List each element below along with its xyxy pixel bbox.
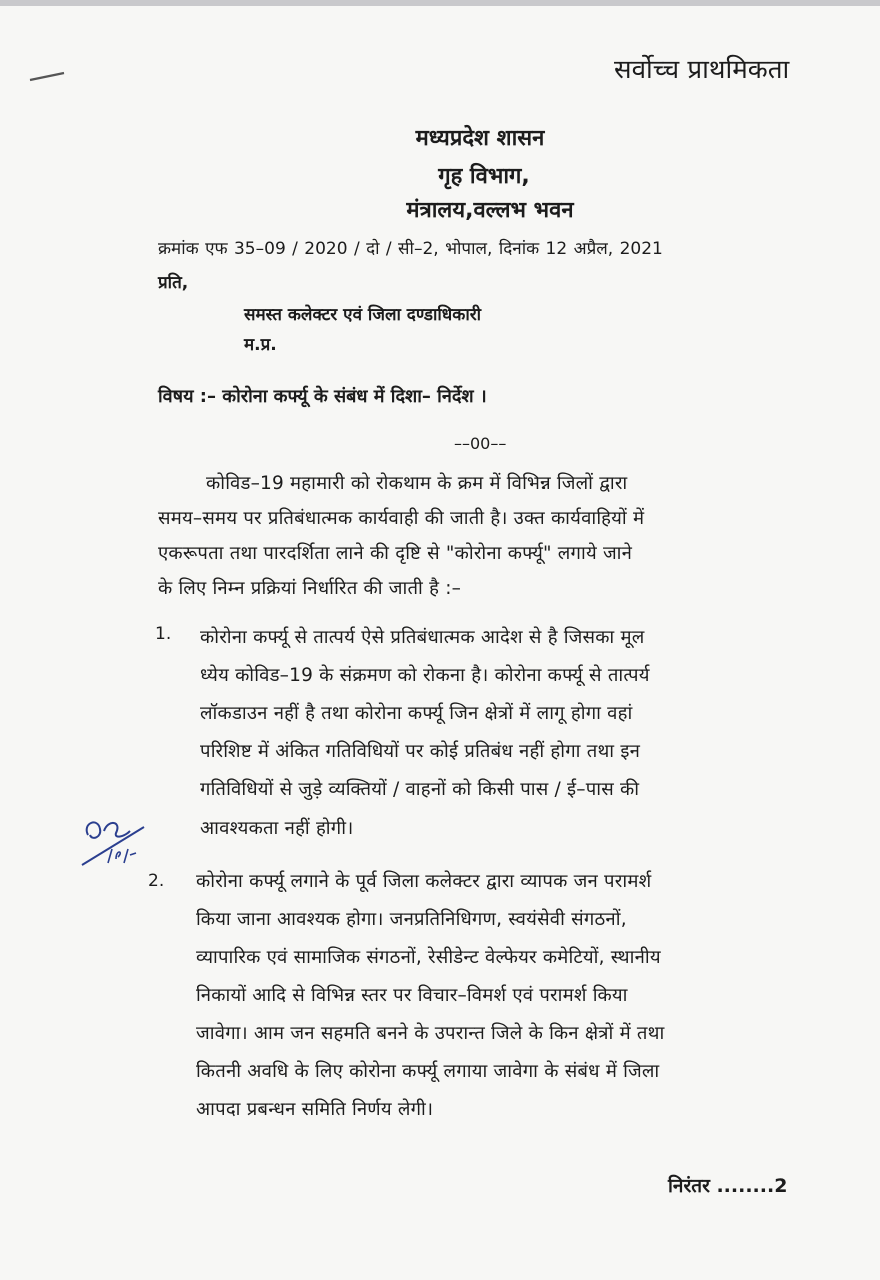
point-line: परिशिष्ट में अंकित गतिविधियों पर कोई प्रतिबंध नहीं होगा तथा इन — [200, 741, 641, 762]
point-line: कोरोना कर्फ्यू से तात्पर्य ऐसे प्रतिबंधात्मक आदेश से है जिसका मूल — [200, 627, 645, 648]
header-department: गृह विभाग, — [438, 164, 530, 189]
intro-line: एकरूपता तथा पारदर्शिता लाने की दृष्टि से "कोरोना कर्फ्यू" लगाये जाने — [158, 543, 633, 564]
continued-label: निरंतर ........2 — [668, 1175, 788, 1197]
point-line: आपदा प्रबन्धन समिति निर्णय लेगी। — [196, 1099, 434, 1120]
point-line: कितनी अवधि के लिए कोरोना कर्फ्यू लगाया जावेगा के संबंध में जिला — [196, 1061, 660, 1082]
pen-mark — [28, 70, 68, 84]
point-number: 2. — [148, 871, 165, 891]
header-government: मध्यप्रदेश शासन — [415, 126, 545, 151]
point-line: जावेगा। आम जन सहमति बनने के उपरान्त जिले के किन क्षेत्रों में तथा — [196, 1023, 665, 1044]
separator: ––00–– — [454, 434, 507, 453]
point-line: निकायों आदि से विभिन्न स्तर पर विचार–विमर्श एवं परामर्श किया — [196, 985, 628, 1006]
point-line: आवश्यकता नहीं होगी। — [200, 818, 354, 839]
point-line: व्यापारिक एवं सामाजिक संगठनों, रेसीडेन्ट वेल्फेयर कमेटियों, स्थानीय — [196, 947, 661, 968]
point-line: लॉकडाउन नहीं है तथा कोरोना कर्फ्यू जिन क्षेत्रों में लागू होगा वहां — [200, 703, 633, 724]
header-office: मंत्रालय,वल्लभ भवन — [406, 198, 574, 223]
recipient-line-1: समस्त कलेक्टर एवं जिला दण्डाधिकारी — [244, 305, 482, 325]
recipient-line-2: म.प्र. — [244, 335, 277, 355]
intro-line: समय–समय पर प्रतिबंधात्मक कार्यवाही की जाती है। उक्त कार्यवाहियों में — [158, 508, 645, 529]
subject-line: विषय :– कोरोना कर्फ्यू के संबंध में दिशा– निर्देश । — [158, 386, 487, 407]
point-line: ध्येय कोविड–19 के संक्रमण को रोकना है। कोरोना कर्फ्यू से तात्पर्य — [200, 665, 650, 686]
intro-line: कोविड–19 महामारी को रोकथाम के क्रम में विभिन्न जिलों द्वारा — [206, 473, 628, 494]
intro-line: के लिए निम्न प्रक्रियां निर्धारित की जाती है :– — [158, 578, 462, 599]
point-number: 1. — [155, 624, 172, 644]
reference-line: क्रमांक एफ 35–09 / 2020 / दो / सी–2, भोपाल, दिनांक 12 अप्रैल, 2021 — [158, 239, 663, 259]
priority-label: सर्वोच्च प्राथमिकता — [614, 55, 790, 85]
point-line: कोरोना कर्फ्यू लगाने के पूर्व जिला कलेक्टर द्वारा व्यापक जन परामर्श — [196, 871, 652, 892]
scan-top-edge — [0, 0, 880, 6]
point-line: गतिविधियों से जुड़े व्यक्तियों / वाहनों को किसी पास / ई–पास की — [200, 779, 640, 800]
to-prefix: प्रति, — [158, 273, 189, 293]
point-line: किया जाना आवश्यक होगा। जनप्रतिनिधिगण, स्वयंसेवी संगठनों, — [196, 909, 627, 930]
handwritten-initials — [78, 805, 158, 875]
